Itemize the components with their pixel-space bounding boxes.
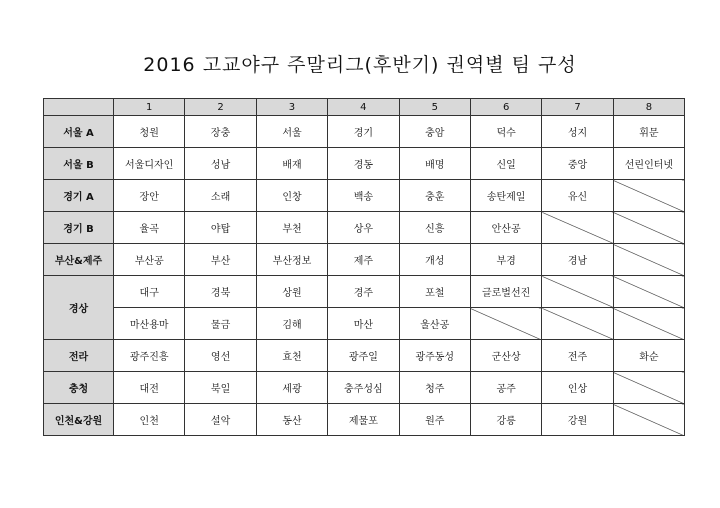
team-cell: 동산 [256, 404, 327, 436]
team-cell: 상원 [256, 276, 327, 308]
team-cell: 광주동성 [399, 340, 470, 372]
table-row [44, 148, 685, 180]
region-cell: 부산&제주 [44, 244, 114, 276]
team-cell: 선린인터넷 [613, 148, 684, 180]
team-cell: 제주 [328, 244, 399, 276]
team-cell: 강릉 [470, 404, 541, 436]
column-header: 8 [613, 99, 684, 116]
team-cell: 인창 [256, 180, 327, 212]
team-cell: 울산공 [399, 308, 470, 340]
team-cell: 설악 [185, 404, 256, 436]
team-cell: 충훈 [399, 180, 470, 212]
team-cell: 부산 [185, 244, 256, 276]
empty-slot [613, 404, 684, 436]
team-cell: 경남 [542, 244, 613, 276]
league-table [43, 98, 685, 436]
column-header: 4 [328, 99, 399, 116]
team-cell: 백송 [328, 180, 399, 212]
empty-slot [542, 276, 613, 308]
team-cell: 부경 [470, 244, 541, 276]
team-cell: 신일 [470, 148, 541, 180]
team-cell: 마산 [328, 308, 399, 340]
team-cell: 송탄제일 [470, 180, 541, 212]
team-cell: 야탑 [185, 212, 256, 244]
empty-slot [613, 308, 684, 340]
team-cell: 화순 [613, 340, 684, 372]
team-cell: 서울디자인 [114, 148, 185, 180]
header-row [44, 99, 685, 116]
team-cell: 글로벌선진 [470, 276, 541, 308]
region-cell: 경기 B [44, 212, 114, 244]
team-cell: 부천 [256, 212, 327, 244]
region-cell: 경상 [44, 276, 114, 340]
team-cell: 상우 [328, 212, 399, 244]
team-cell: 개성 [399, 244, 470, 276]
empty-slot [542, 212, 613, 244]
column-header: 6 [470, 99, 541, 116]
table-row [44, 276, 685, 308]
team-cell: 공주 [470, 372, 541, 404]
team-cell: 효천 [256, 340, 327, 372]
table-row [44, 244, 685, 276]
team-cell: 원주 [399, 404, 470, 436]
column-header: 3 [256, 99, 327, 116]
team-cell: 중앙 [542, 148, 613, 180]
empty-slot [613, 212, 684, 244]
team-cell: 부산공 [114, 244, 185, 276]
team-cell: 강원 [542, 404, 613, 436]
team-cell: 장충 [185, 116, 256, 148]
team-cell: 소래 [185, 180, 256, 212]
team-cell: 서울 [256, 116, 327, 148]
column-header: 1 [114, 99, 185, 116]
empty-slot [470, 308, 541, 340]
column-header: 7 [542, 99, 613, 116]
team-cell: 배명 [399, 148, 470, 180]
empty-slot [613, 180, 684, 212]
team-cell: 성남 [185, 148, 256, 180]
team-cell: 충암 [399, 116, 470, 148]
table-row [44, 372, 685, 404]
team-cell: 경북 [185, 276, 256, 308]
team-cell: 성지 [542, 116, 613, 148]
team-cell: 경기 [328, 116, 399, 148]
table-row [44, 212, 685, 244]
team-cell: 장안 [114, 180, 185, 212]
team-cell: 율곡 [114, 212, 185, 244]
team-cell: 포철 [399, 276, 470, 308]
team-cell: 대전 [114, 372, 185, 404]
team-cell: 광주일 [328, 340, 399, 372]
region-cell: 경기 A [44, 180, 114, 212]
column-header: 2 [185, 99, 256, 116]
header-corner [44, 99, 114, 116]
table-row [44, 180, 685, 212]
team-cell: 경동 [328, 148, 399, 180]
table-row [44, 308, 685, 340]
team-cell: 광주진흥 [114, 340, 185, 372]
team-cell: 경주 [328, 276, 399, 308]
team-cell: 군산상 [470, 340, 541, 372]
empty-slot [613, 372, 684, 404]
team-cell: 안산공 [470, 212, 541, 244]
region-cell: 전라 [44, 340, 114, 372]
column-header: 5 [399, 99, 470, 116]
team-cell: 인천 [114, 404, 185, 436]
table-row [44, 404, 685, 436]
region-cell: 충청 [44, 372, 114, 404]
team-cell: 부산정보 [256, 244, 327, 276]
team-cell: 휘문 [613, 116, 684, 148]
team-cell: 배재 [256, 148, 327, 180]
table-row [44, 340, 685, 372]
team-cell: 마산용마 [114, 308, 185, 340]
team-cell: 유신 [542, 180, 613, 212]
team-cell: 북일 [185, 372, 256, 404]
empty-slot [613, 244, 684, 276]
empty-slot [613, 276, 684, 308]
team-cell: 전주 [542, 340, 613, 372]
team-cell: 충주성심 [328, 372, 399, 404]
team-cell: 청원 [114, 116, 185, 148]
region-cell: 인천&강원 [44, 404, 114, 436]
team-cell: 김해 [256, 308, 327, 340]
region-cell: 서울 A [44, 116, 114, 148]
page-title: 2016 고교야구 주말리그(후반기) 권역별 팀 구성 [143, 54, 577, 76]
team-cell: 청주 [399, 372, 470, 404]
team-cell: 덕수 [470, 116, 541, 148]
region-cell: 서울 B [44, 148, 114, 180]
team-cell: 대구 [114, 276, 185, 308]
team-cell: 신흥 [399, 212, 470, 244]
team-cell: 세광 [256, 372, 327, 404]
team-cell: 인상 [542, 372, 613, 404]
team-cell: 제물포 [328, 404, 399, 436]
team-cell: 영선 [185, 340, 256, 372]
empty-slot [542, 308, 613, 340]
table-row [44, 116, 685, 148]
team-cell: 물금 [185, 308, 256, 340]
